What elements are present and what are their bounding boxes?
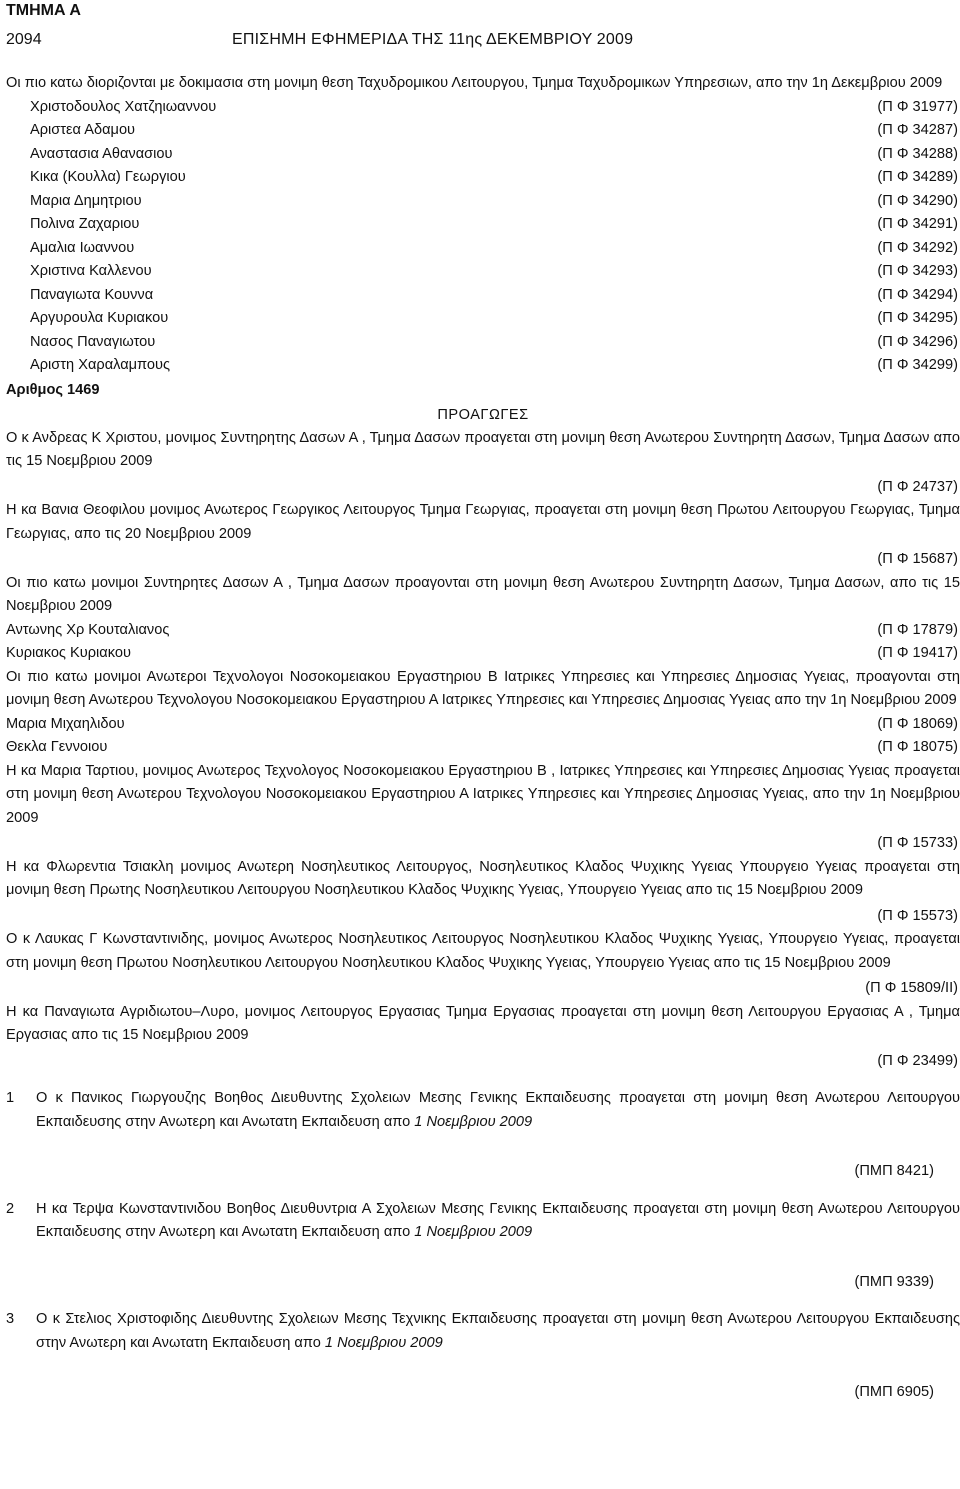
page-number: 2094 <box>6 31 42 48</box>
appointee-row <box>6 331 960 355</box>
reference-code: (Π Φ 15687) <box>877 551 958 567</box>
promotion-paragraph: Η κα Μαρια Ταρτιου, μονιμος Ανωτερος Τεχνολογος Νοσοκομειακου Εργαστηριου Β , Ιατρικες Υπηρεσιες και Υπηρεσιες Δημοσιας Υγειας προαγεται στη μονιμη θεση Ανωτερου Τεχνολογου Νοσοκομειακου Εργαστηριου Α Ιατρικες Υπηρεσιες και Υπηρεσιες Δημοσιας Υγειας, απο την 1η Νοεμβριου 2009 <box>6 762 960 826</box>
document-body <box>6 72 960 1405</box>
promotee-code: (Π Φ 18075) <box>877 739 958 755</box>
footnote <box>6 1198 960 1245</box>
reference-code: (Π Φ 24737) <box>877 478 958 495</box>
section-label: ΤΜΗΜΑ Α <box>6 2 81 19</box>
appointee-name: Παναγιωτα Κουννα <box>30 286 154 303</box>
footnote-date: 1 Νοεμβριου 2009 <box>414 1224 533 1240</box>
footnote-text <box>36 1198 960 1245</box>
footnote-number: 2 <box>6 1200 15 1217</box>
appointee-row <box>6 119 960 143</box>
promotee-code: (Π Φ 19417) <box>877 645 958 661</box>
promotee-name: Μαρια Μιχαηλιδου <box>6 715 125 732</box>
promotee-row <box>6 736 960 760</box>
footnote-body: Η κα Τερψα Κωνσταντινιδου Βοηθος Διευθυντρια Α Σχολειων Μεσης Γενικης Εκπαιδευσης προαγεται στη μονιμη θεση Ανωτερου Λειτουργου Εκπαιδευσης στην Ανωτερη και Ανωτατη Εκπαιδευση απο <box>36 1200 960 1240</box>
appointee-row <box>6 96 960 120</box>
footnote-body: Ο κ Πανικος Γιωργουζης Βοηθος Διευθυντης Σχολειων Μεσης Γενικης Εκπαιδευσης προαγεται στη μονιμη θεση Ανωτερου Λειτουργου Εκπαιδευσης στην Ανωτερη και Ανωτατη Εκπαιδευση απο <box>36 1090 960 1130</box>
appointee-name: Αναστασια Αθανασιου <box>30 145 173 162</box>
appointee-code: (Π Φ 34295) <box>877 310 958 326</box>
promotion-paragraph: Η κα Παναγιωτα Αγριδιωτου–Λυρο, μονιμος Λειτουργος Εργασιας Τμημα Εργασιας προαγεται στη μονιμη θεση Λειτουργου Εργασιας Α , Τμημα Εργασιας απο τις 15 Νοεμβριου 2009 <box>6 1003 960 1043</box>
promotee-row <box>6 642 960 666</box>
footnote-date: 1 Νοεμβριου 2009 <box>324 1334 443 1351</box>
appointee-name: Αμαλια Ιωαννου <box>30 239 135 256</box>
reference-code: (Π Φ 15733) <box>877 835 958 851</box>
gazette-title: ΕΠΙΣΗΜΗ ΕΦΗΜΕΡΙΔΑ ΤΗΣ 11ης ΔΕΚΕΜΒΡΙΟΥ 2009 <box>232 31 634 48</box>
footnote-text <box>36 1087 960 1134</box>
footnote-number: 1 <box>6 1090 15 1106</box>
reference-code: (Π Φ 23499) <box>877 1052 958 1069</box>
footnote-date: 1 Νοεμβριου 2009 <box>414 1113 533 1130</box>
notice-number: Αριθμος 1469 <box>6 381 100 398</box>
appointee-name: Χριστοδουλος Χατζηιωαννου <box>30 98 217 115</box>
promotion-paragraph: Η κα Βανια Θεοφιλου μονιμος Ανωτερος Γεωργικος Λειτουργος Τμημα Γεωργιας, προαγεται στη μονιμη θεση Πρωτου Λειτουργου Γεωργιας, Τμημα Γεωργιας, απο τις 20 Νοεμβριου 2009 <box>6 502 960 542</box>
appointee-row <box>6 213 960 237</box>
appointee-code: (Π Φ 34294) <box>877 286 958 303</box>
appointee-name: Αριστη Χαραλαμπους <box>30 357 171 373</box>
appointee-name: Αργυρουλα Κυριακου <box>30 310 169 326</box>
promotion-paragraph: Οι πιο κατω μονιμοι Συντηρητες Δασων Α , Τμημα Δασων προαγονται στη μονιμη θεση Ανωτερου Συντηρητη Δασων, Τμημα Δασων, απο τις 15 Νοεμβριου 2009 <box>6 574 960 614</box>
promotee-name: Θεκλα Γεννοιου <box>6 739 108 755</box>
appointee-row <box>6 166 960 190</box>
appointee-row <box>6 143 960 167</box>
appointee-code: (Π Φ 34296) <box>877 333 958 350</box>
appointee-name: Κικα (Κουλλα) Γεωργιου <box>30 169 186 185</box>
footnote-code: (ΠΜΠ 9339) <box>854 1273 934 1290</box>
promotion-paragraph: Ο κ Λαυκας Γ Κωνσταντινιδης, μονιμος Ανωτερος Νοσηλευτικος Λειτουργος Νοσηλευτικου Κλαδος Ψυχικης Υγειας, Υπουργειο Υγειας, προαγεται στη μονιμη θεση Πρωτου Νοσηλευτικου Λειτουργου Νοσηλευτικου Κλαδος Ψυχικης Υγειας, Υπουργειο Υγειας απο τις 15 Νοεμβριου 2009 <box>6 931 960 971</box>
appointee-code: (Π Φ 34293) <box>877 263 958 279</box>
appointee-code: (Π Φ 31977) <box>877 98 958 115</box>
appointee-row <box>6 354 960 378</box>
appointee-code: (Π Φ 34292) <box>877 239 958 256</box>
appointee-row <box>6 237 960 261</box>
promotee-code: (Π Φ 17879) <box>877 621 958 638</box>
appointee-row <box>6 190 960 214</box>
promotee-row <box>6 619 960 643</box>
footnote <box>6 1087 960 1134</box>
appointee-name: Αριστεα Αδαμου <box>30 122 136 138</box>
promotion-paragraph: Οι πιο κατω μονιμοι Ανωτεροι Τεχνολογοι Νοσοκομειακου Εργαστηριου Β Ιατρικες Υπηρεσιες και Υπηρεσιες Δημοσιας Υγειας, προαγονται στη μονιμη θεση Ανωτερου Τεχνολογου Νοσοκομειακου Εργαστηριου Α Ιατρικες Υπηρεσιες και Υπηρεσιες Δημοσιας Υγειας απο την 1η Νοεμβριου 2009 <box>6 668 960 708</box>
footnote-code: (ΠΜΠ 8421) <box>854 1163 934 1179</box>
promotion-paragraph: Ο κ Ανδρεας Κ Χριστου, μονιμος Συντηρητης Δασων Α , Τμημα Δασων προαγεται στη μονιμη θεση Ανωτερου Συντηρητη Δασων, Τμημα Δασων απο τις 15 Νοεμβριου 2009 <box>6 429 960 469</box>
appointee-code: (Π Φ 34288) <box>877 145 958 162</box>
appointee-row <box>6 284 960 308</box>
appointee-name: Χριστινα Καλλενου <box>30 263 152 279</box>
appointee-name: Νασος Παναγιωτου <box>30 333 156 350</box>
promotee-name: Κυριακος Κυριακου <box>6 645 131 661</box>
appointee-code: (Π Φ 34291) <box>877 216 958 232</box>
promotee-name: Αντωνης Χρ Κουταλιανος <box>6 621 170 638</box>
footnote-number: 3 <box>6 1311 15 1327</box>
appointee-list <box>6 96 960 378</box>
promotee-row <box>6 713 960 737</box>
intro-paragraph: Οι πιο κατω διοριζονται με δοκιμασια στη μονιμη θεση Ταχυδρομικου Λειτουργου, Τμημα Ταχυδρομικων Υπηρεσιων, απο την 1η Δεκεμβριου 2009 <box>6 75 943 91</box>
footnote-body: Ο κ Στελιος Χριστοφιδης Διευθυντης Σχολειων Μεσης Τεχνικης Εκπαιδευσης προαγεται στη μονιμη θεση Ανωτερου Λειτουργου Εκπαιδευσης στην Ανωτερη και Ανωτατη Εκπαιδευση απο <box>36 1311 960 1351</box>
footnote <box>6 1308 960 1355</box>
appointee-code: (Π Φ 34290) <box>877 192 958 209</box>
appointee-name: Πολινα Ζαχαριου <box>30 216 140 232</box>
promotions-heading: ΠΡΟΑΓΩΓΕΣ <box>437 406 529 423</box>
appointee-row <box>6 307 960 331</box>
footnote-text <box>36 1308 960 1355</box>
appointee-code: (Π Φ 34299) <box>877 357 958 373</box>
reference-code: (Π Φ 15809/ΙΙ) <box>865 980 958 996</box>
appointee-name: Μαρια Δημητριου <box>30 192 142 209</box>
promotee-code: (Π Φ 18069) <box>877 715 958 732</box>
promotion-paragraph: Η κα Φλωρεντια Τσιακλη μονιμος Ανωτερη Νοσηλευτικος Λειτουργος, Νοσηλευτικος Κλαδος Ψυχικης Υγειας Υπουργειο Υγειας προαγεται στη μονιμη θεση Πρωτης Νοσηλευτικου Λειτουργου Νοσηλευτικου Κλαδος Ψυχικης Υγειας, Υπουργειο Υγειας απο τις 15 Νοεμβριου 2009 <box>6 858 960 898</box>
appointee-row <box>6 260 960 284</box>
appointee-code: (Π Φ 34289) <box>877 169 958 185</box>
appointee-code: (Π Φ 34287) <box>877 122 958 138</box>
reference-code: (Π Φ 15573) <box>877 907 958 924</box>
footnote-code: (ΠΜΠ 6905) <box>854 1384 934 1400</box>
